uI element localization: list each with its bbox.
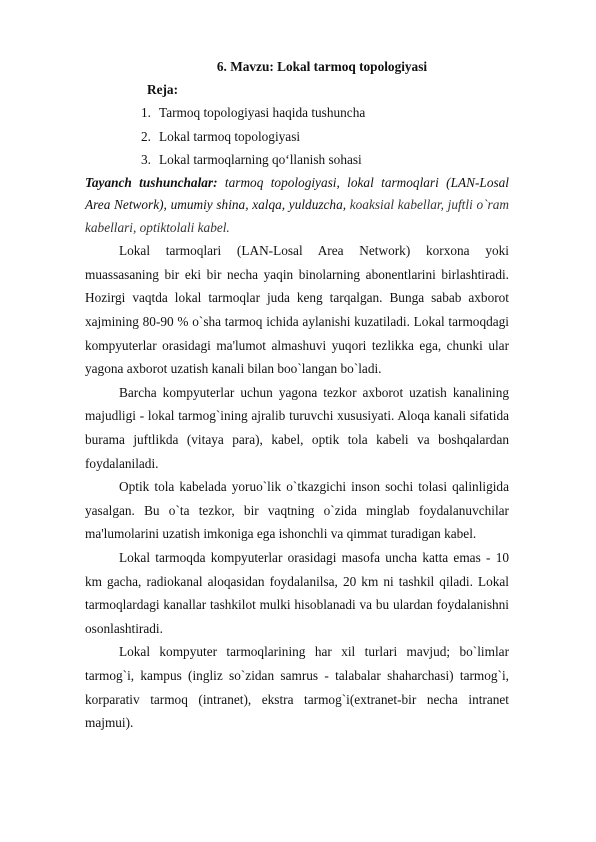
plan-heading: Reja: [147,82,179,97]
page-title: 6. Mavzu: Lokal tarmoq topologiyasi [216,59,428,74]
plan-item-number: 3. [141,152,151,168]
keywords-label: Tayanch tushunchalar: [85,174,218,190]
plan-list [85,101,509,172]
body-paragraph: Lokal tarmoqda kompyuterlar orasidagi masofa uncha katta emas - 10 km gacha, radiokanal aloqasidan foydalanilsa, 20 km ni tashkil qiladi. Lokal tarmoqlardagi kanallar tashkilot mulki hisoblanadi va bu ulardan foydalanishni osonlashtiradi. [85,550,509,636]
keywords-secondary: koaksial kabellar, juftli o`ram kabellari, optiktolali kabel. [85,197,509,235]
body-paragraph: Optik tola kabelada yoruo`lik o`tkazgichi inson sochi tolasi qalinligida yasalgan. Bu o`ta tezkor, bir vaqtning o`zida minglab foydalanuvchilar ma'lumolarini uzatish imkoniga ega ishonchli va qimmat turadigan kabel. [85,479,509,542]
body-paragraph: Lokal kompyuter tarmoqlarining har xil turlari mavjud; bo`limlar tarmog`i, kampus (ingliz so`zidan samrus - talabalar shaharchasi) tarmog`i, korparativ tarmoq (intranet), ekstra tarmog`i(extranet-bir necha intranet majmui). [85,644,509,731]
plan-item-text: Tarmoq topologiyasi haqida tushuncha [159,105,366,120]
plan-item [141,148,509,172]
plan-item-text: Lokal tarmoq topologiyasi [159,128,301,144]
plan-item-number: 2. [141,128,151,144]
keywords-main: tarmoq topologiyasi, lokal tarmoqlari (LAN-Losal Area Network), umumiy shina, xalqa, yulduzcha, [85,174,509,213]
document-page [85,56,509,735]
plan-item [141,125,509,149]
plan-item-number: 1. [141,105,151,120]
keywords-block [85,172,509,240]
plan-item [141,101,509,125]
plan-item-text: Lokal tarmoqlarning qo‘llanish sohasi [159,152,362,168]
body-paragraph: Lokal tarmoqlari (LAN-Losal Area Network) korxona yoki muassasaning bir eki bir necha yaqin binolarning abonentlarini birlashtiradi. Hozirgi vaqtda lokal tarmoqlar juda keng tarqalgan. Bunga sabab axborot xajmining 80-90 % o`sha tarmoq ichida aylanishi kuzatiladi. Lokal tarmoqdagi kompyuterlar orasidagi ma'lumot almashuvi yuqori tezlikka ega, chunki ular yagona axborot uzatish kanali bilan boo`langan bo`ladi. [85,243,509,377]
body-paragraph: Barcha kompyuterlar uchun yagona tezkor axborot uzatish kanalining majudligi - lokal tarmog`ining ajralib turuvchi xususiyati. Aloqa kanali sifatida burama juftlikda (vitaya para), kabel, optik tola kabeli va boshqalardan foydalaniladi. [85,384,509,471]
